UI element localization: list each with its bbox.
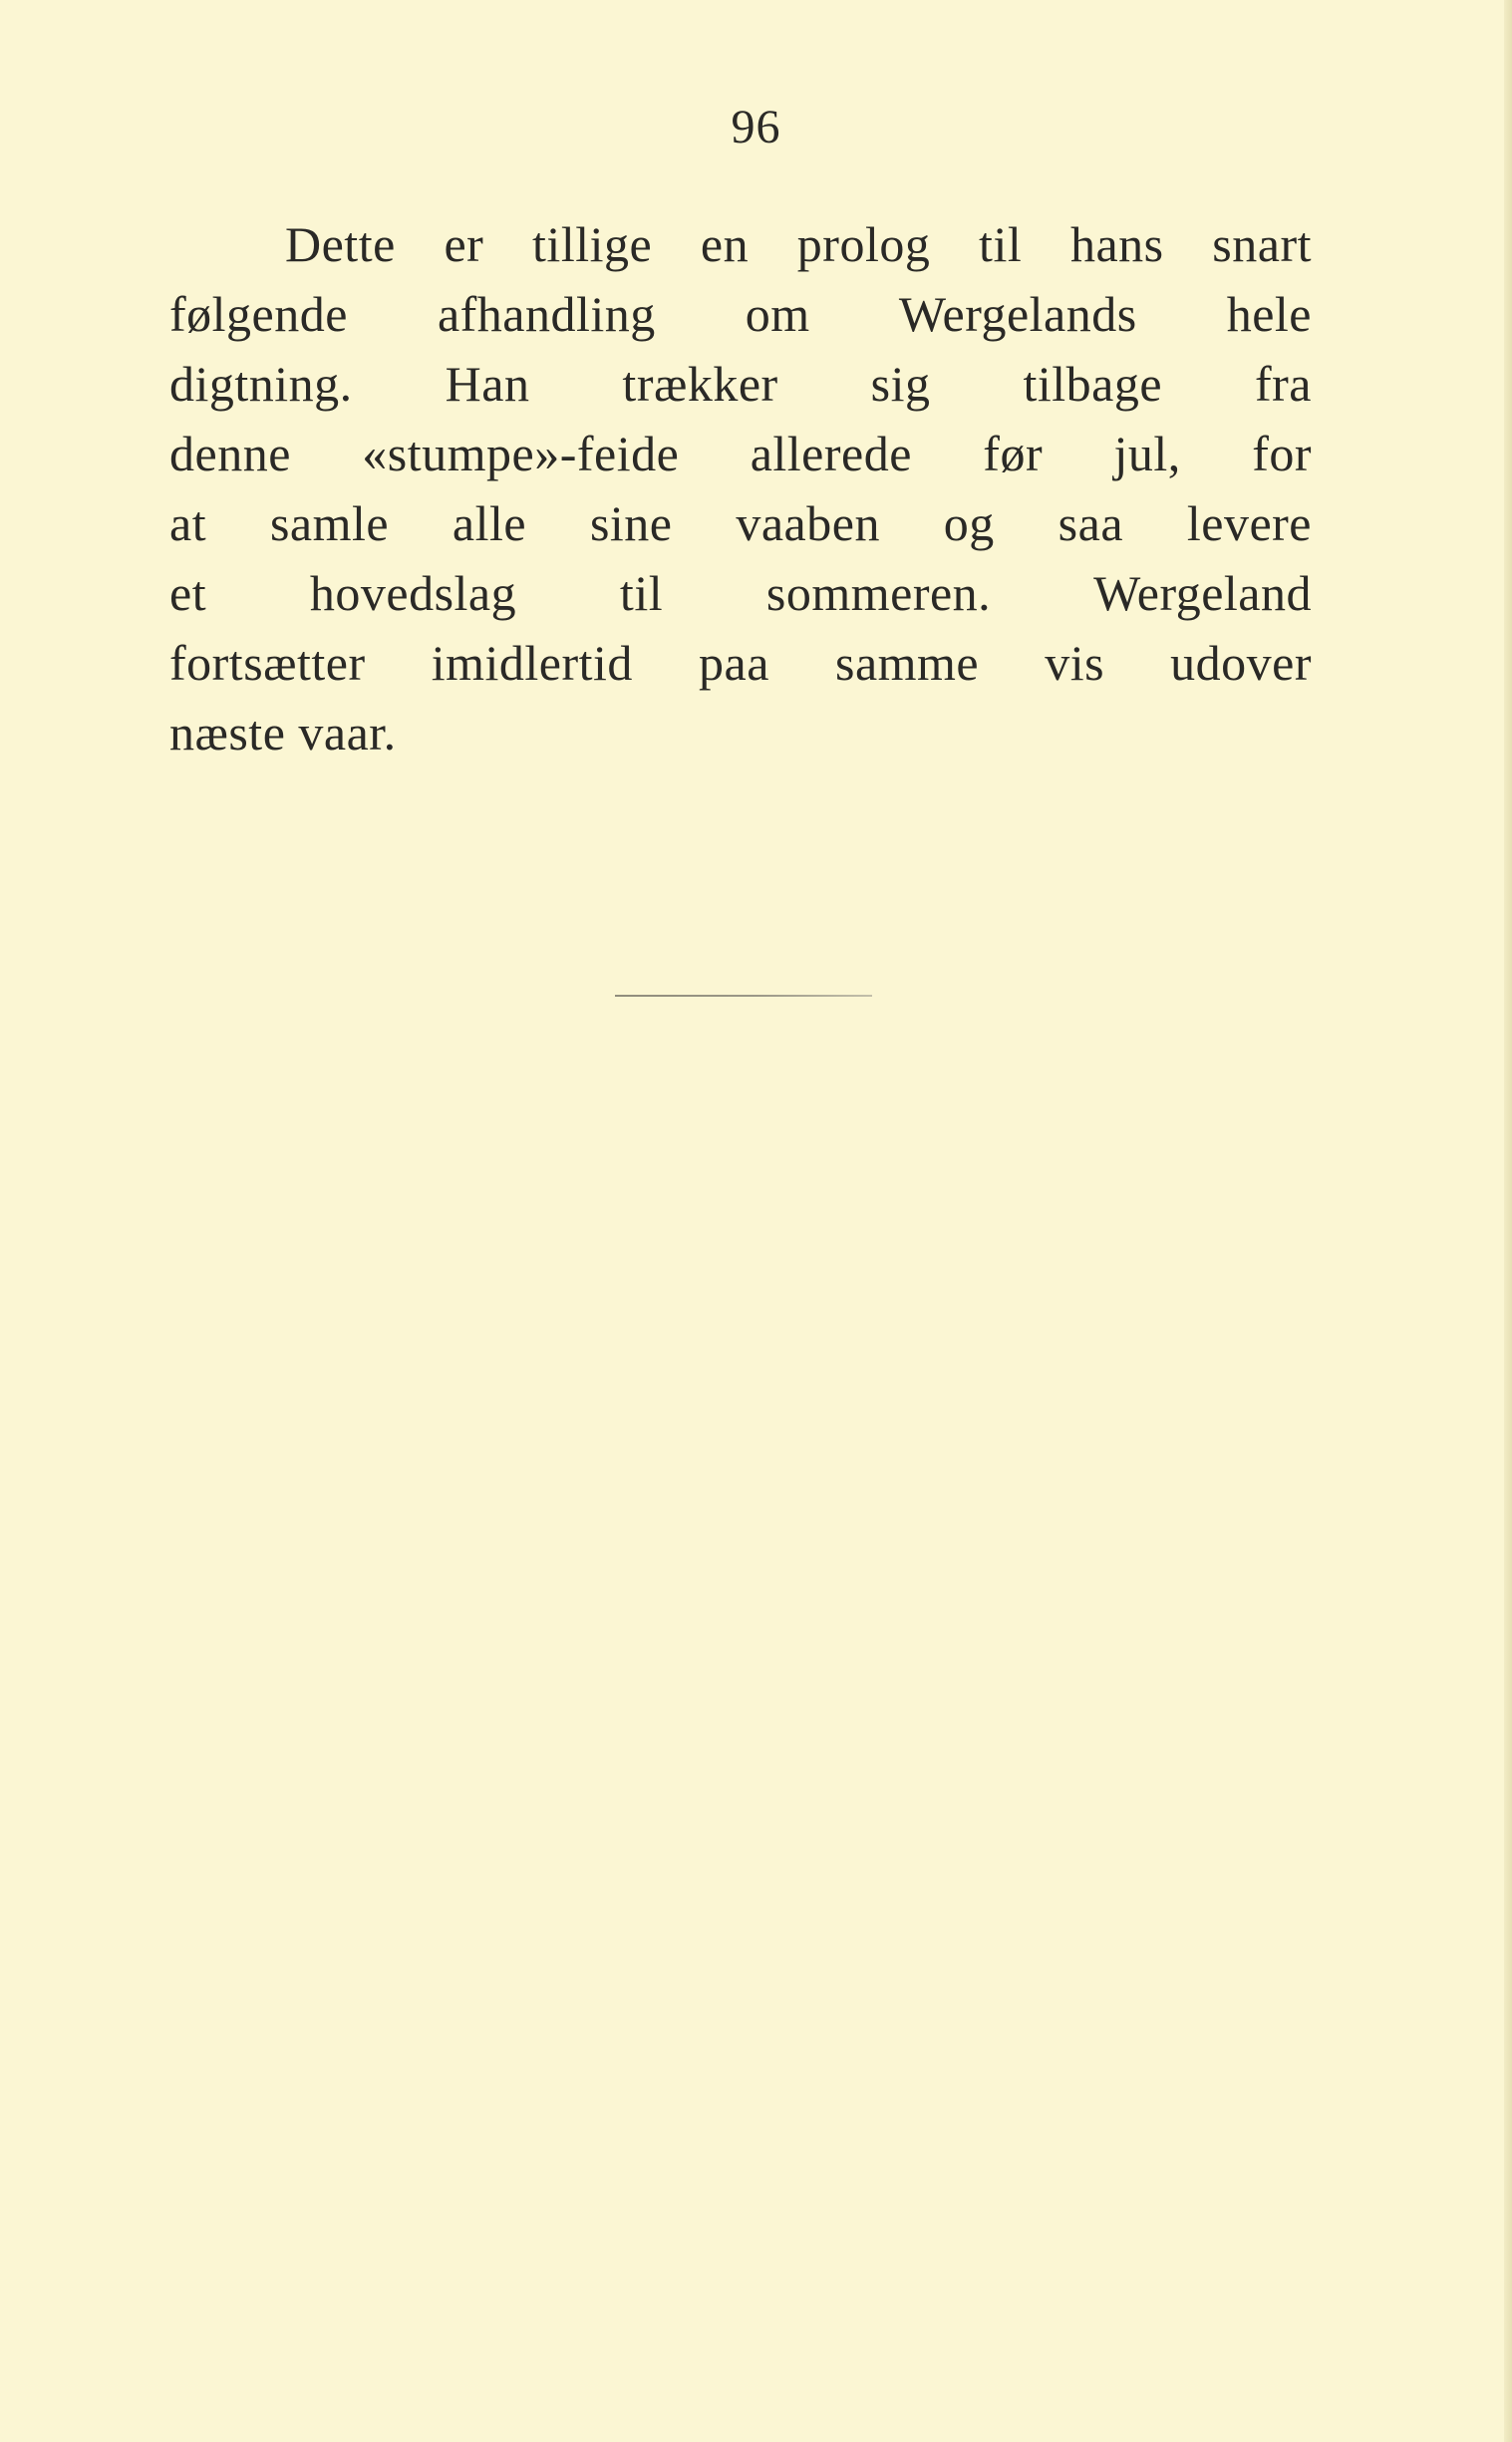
paragraph-line: digtning. Han trækker sig tilbage fra <box>169 356 1312 412</box>
paragraph-line: Dette er tillige en prolog til hans snart <box>285 216 1312 272</box>
section-divider-rule <box>615 995 872 997</box>
page-number: 96 <box>731 101 781 153</box>
paragraph-line: et hovedslag til sommeren. Wergeland <box>169 565 1312 621</box>
paragraph-line: at samle alle sine vaaben og saa levere <box>169 495 1312 551</box>
paragraph-line: denne «stumpe»-feide allerede før jul, for <box>169 426 1312 481</box>
page-edge <box>1504 0 1512 2442</box>
body-paragraph <box>169 209 1312 767</box>
paragraph-line: fortsætter imidlertid paa samme vis udover <box>169 635 1312 691</box>
paragraph-line: følgende afhandling om Wergelands hele <box>169 286 1312 342</box>
paragraph-line: næste vaar. <box>169 705 397 761</box>
